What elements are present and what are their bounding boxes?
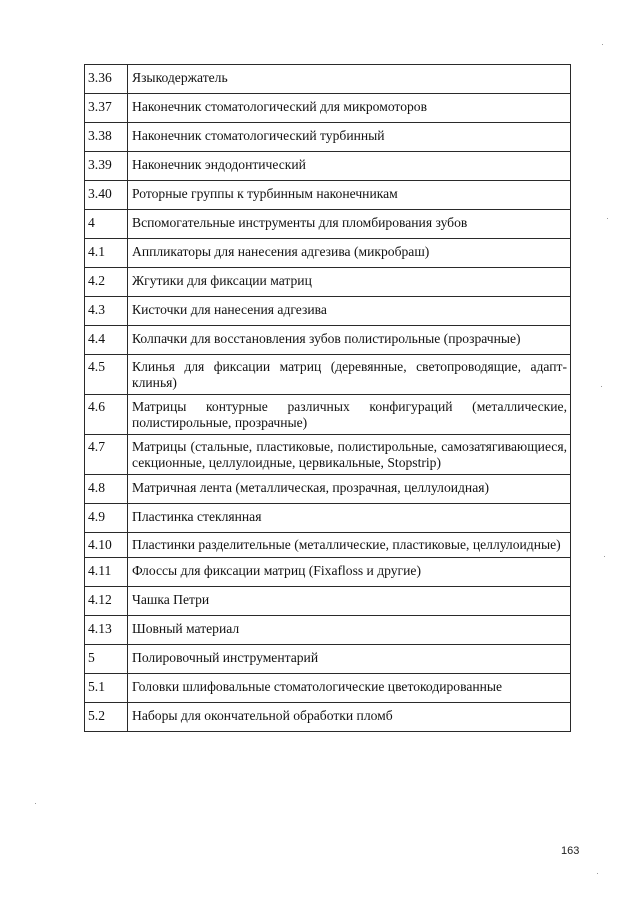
item-name-cell: Флоссы для фиксации матриц (Fixafloss и другие) [128, 558, 571, 587]
item-name-cell: Головки шлифовальные стоматологические цветокодированные [128, 674, 571, 703]
item-name-cell: Полировочный инструментарий [128, 645, 571, 674]
table-row [85, 533, 571, 558]
item-name-cell: Наконечник стоматологический турбинный [128, 123, 571, 152]
table-row [85, 239, 571, 268]
table-row [85, 645, 571, 674]
table-row [85, 94, 571, 123]
item-name-cell: Наборы для окончательной обработки пломб [128, 703, 571, 732]
item-name-cell: Кисточки для нанесения адгезива [128, 297, 571, 326]
equipment-table-body [85, 65, 571, 732]
item-name-cell: Наконечник стоматологический для микромоторов [128, 94, 571, 123]
item-number-cell: 4.8 [85, 475, 128, 504]
table-row [85, 268, 571, 297]
scan-speck [597, 873, 598, 874]
item-number-cell: 3.38 [85, 123, 128, 152]
table-row [85, 326, 571, 355]
table-row [85, 558, 571, 587]
item-number-cell: 4.3 [85, 297, 128, 326]
table-row [85, 355, 571, 395]
equipment-table [84, 64, 571, 732]
item-number-cell: 4.5 [85, 355, 128, 395]
item-name-cell: Колпачки для восстановления зубов полистирольные (прозрачные) [128, 326, 571, 355]
item-name-cell: Матрицы (стальные, пластиковые, полистирольные, самозатягивающиеся, секционные, целлулоидные, цервикальные, Stopstrip) [128, 435, 571, 475]
table-row [85, 152, 571, 181]
item-number-cell: 4.10 [85, 533, 128, 558]
item-name-cell: Языкодержатель [128, 65, 571, 94]
table-row [85, 616, 571, 645]
item-number-cell: 3.39 [85, 152, 128, 181]
item-number-cell: 5 [85, 645, 128, 674]
item-number-cell: 4.13 [85, 616, 128, 645]
item-number-cell: 4.7 [85, 435, 128, 475]
item-number-cell: 3.36 [85, 65, 128, 94]
item-number-cell: 4.4 [85, 326, 128, 355]
scan-speck [602, 44, 603, 45]
item-number-cell: 5.2 [85, 703, 128, 732]
table-row [85, 395, 571, 435]
item-name-cell: Пластинка стеклянная [128, 504, 571, 533]
item-name-cell: Наконечник эндодонтический [128, 152, 571, 181]
table-row [85, 297, 571, 326]
table-row [85, 475, 571, 504]
item-name-cell: Матрицы контурные различных конфигураций (металлические, полистирольные, прозрачные) [128, 395, 571, 435]
item-name-cell: Вспомогательные инструменты для пломбирования зубов [128, 210, 571, 239]
item-number-cell: 3.37 [85, 94, 128, 123]
item-number-cell: 4.9 [85, 504, 128, 533]
table-row [85, 210, 571, 239]
table-row [85, 703, 571, 732]
item-name-cell: Шовный материал [128, 616, 571, 645]
item-number-cell: 3.40 [85, 181, 128, 210]
item-number-cell: 4.6 [85, 395, 128, 435]
scan-speck [604, 556, 605, 557]
item-number-cell: 4.2 [85, 268, 128, 297]
table-row [85, 123, 571, 152]
table-row [85, 587, 571, 616]
item-name-cell: Клинья для фиксации матриц (деревянные, светопроводящие, адапт-клинья) [128, 355, 571, 395]
table-row [85, 504, 571, 533]
item-name-cell: Чашка Петри [128, 587, 571, 616]
item-number-cell: 4.11 [85, 558, 128, 587]
item-number-cell: 5.1 [85, 674, 128, 703]
item-number-cell: 4.12 [85, 587, 128, 616]
table-row [85, 435, 571, 475]
table-row [85, 181, 571, 210]
item-name-cell: Жгутики для фиксации матриц [128, 268, 571, 297]
scan-speck [35, 803, 36, 804]
item-number-cell: 4.1 [85, 239, 128, 268]
item-name-cell: Пластинки разделительные (металлические, пластиковые, целлулоидные) [128, 533, 571, 558]
table-row [85, 65, 571, 94]
scan-speck [601, 386, 602, 387]
item-name-cell: Аппликаторы для нанесения адгезива (микробраш) [128, 239, 571, 268]
item-number-cell: 4 [85, 210, 128, 239]
scan-speck [607, 218, 608, 219]
item-name-cell: Роторные группы к турбинным наконечникам [128, 181, 571, 210]
table-row [85, 674, 571, 703]
item-name-cell: Матричная лента (металлическая, прозрачная, целлулоидная) [128, 475, 571, 504]
page-number: 163 [561, 845, 580, 857]
